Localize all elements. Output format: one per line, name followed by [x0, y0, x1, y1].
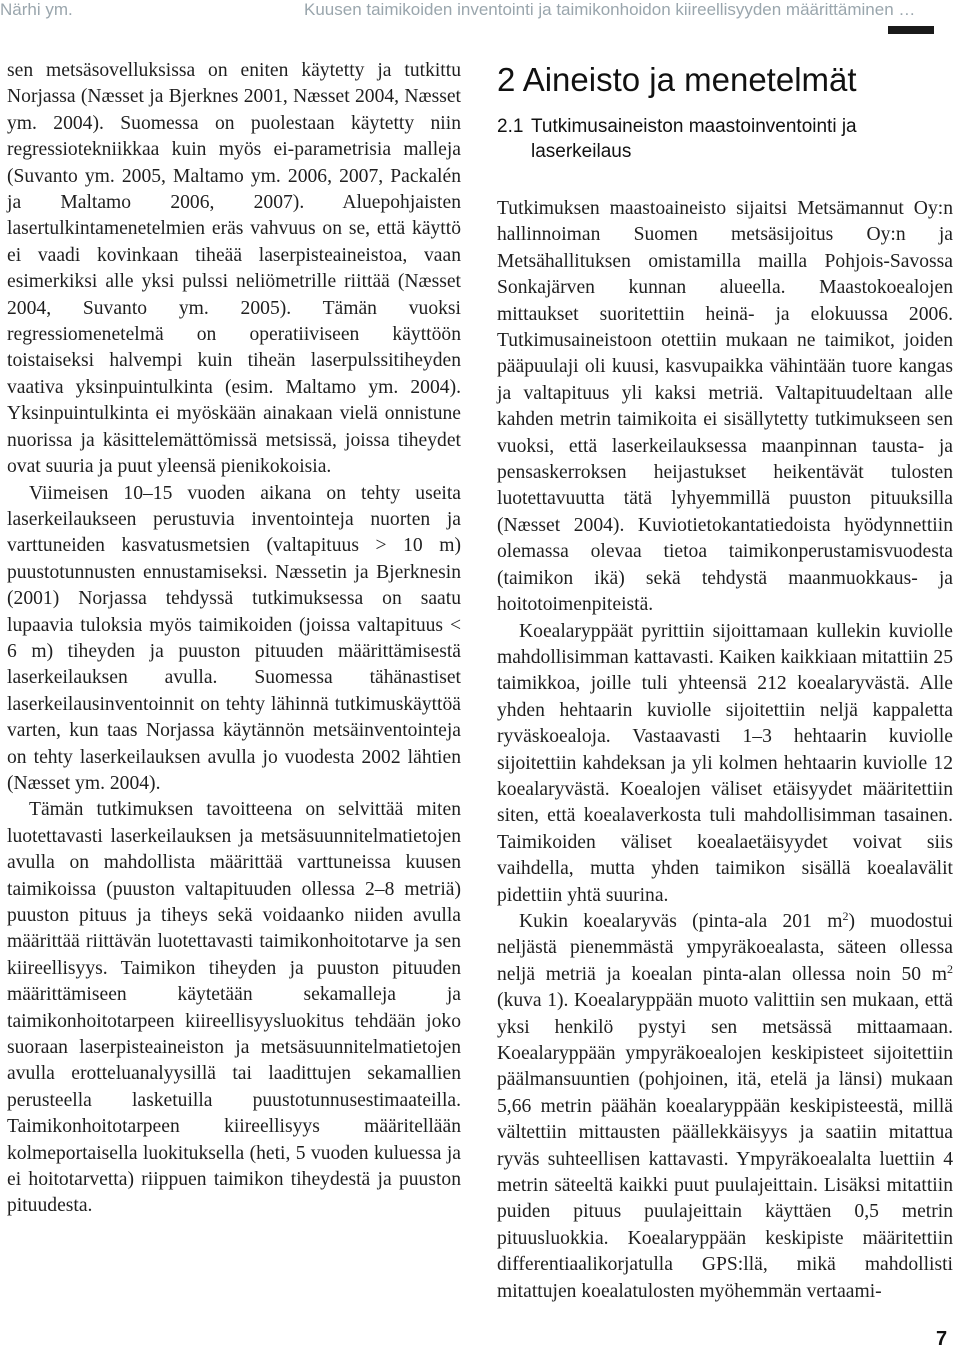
subsection-title: Tutkimusaineiston maastoinventointi ja laserkeilaus [531, 116, 857, 162]
subsection-heading [497, 114, 953, 164]
left-column [7, 58, 461, 1220]
body-paragraph: Tutkimuksen maastoaineisto sijaitsi Metsämannut Oy:n hallinnoiman Suomen metsäsijoitus Oy:n ja Metsähallituksen omistamilla mailla Pohjois-Savossa Sonkajärven kunnan alueella. Maastokoealojen mittaukset suoritettiin heinä- ja elokuussa 2006. Tutkimusaineistoon otettiin mukaan ne taimikot, joiden pääpuulaji oli kuusi, kasvupaikka vähintään tuore kangas ja valtapituus yli kaksi metriä. Valtapituudeltaan alle kahden metrin taimikoita ei sisällytetty tutkimukseen sen vuoksi, että laserkeilauksessa maanpinnan tausta- ja pensaskerroksen heijastukset heikentävät tulosten luotettavuutta tätä lyhyemmillä puuston pituuksilla (Næsset 2004). Kuviotietokantatiedoista hyödynnettiin olemassa olevaa tietoa taimikonperustamisvuodesta (taimikon ikä) sekä tehdystä maanmuokkaus- ja hoitotoimenpiteistä. [497, 198, 953, 616]
superscript: 2 [947, 961, 953, 976]
body-paragraph: Koealaryppäät pyrittiin sijoittamaan kullekin kuviolle mahdollisimman kattavasti. Kaiken kaikkiaan mitattiin 25 taimikkoa, joille tuli yhteensä 212 koealaryvästä. Alle yhden hehtaarin kuviolle sijoitettiin neljä kappaletta ryväskoealoja. Vastaavasti 1–3 hehtaarin kuviolle sijoitettiin kahdeksan ja yli kolmen hehtaarin kuviolle 12 koealaryvästä. Koealojen väliset etäisyydet määritettiin siten, että koealaverkosta tuli mahdollisimman tasainen. Taimikoiden väliset koealaetäisyydet voivat siis vaihdella, mutta yhden taimikon sisällä koealavälit pidettiin yhtä suurina. [497, 620, 953, 906]
body-paragraph [497, 909, 953, 1305]
running-head-author: Närhi ym. [0, 0, 73, 19]
body-paragraph: Viimeisen 10–15 vuoden aikana on tehty useita laserkeilaukseen perustuvia inventointeja nuorten ja varttuneiden kasvatusmetsien (valtapituus > 10 m) puustotunnusten ennustamiseksi. Næssetin ja Bjerknesin (2001) Norjassa tehdyssä tutkimuksessa on saatu lupaavia tuloksia myös taimikoiden (joissa valtapituus < 6 m) tiheyden ja puuston pituuden määrittämisestä laserkeilauksen avulla. Suomessa tähänastiset laserkeilausinventoinnit on tehty lähinnä tutkimuskäyttöä varten, kun taas Norjassa käytännön metsäinventointeja on tehty laserkeilauksen avulla jo vuodesta 2002 lähtien (Næsset ym. 2004). [7, 482, 461, 794]
section-heading: 2 Aineisto ja menetelmät [497, 61, 857, 98]
text-segment: ) muodostui neljästä pienemmästä ympyräkoealasta, säteen ollessa neljä metriä ja koealan pinta-alan ollessa noin 50 m [497, 910, 953, 985]
body-paragraph: Tämän tutkimuksen tavoitteena on selvittää miten luotettavasti laserkeilauksen ja metsäsuunnitelmatietojen avulla on mahdollista määrittää varttuneissa kuusen taimikoissa (puuston valtapituuden ollessa 2–8 metriä) puuston pituus ja tiheys sekä voidaanko niiden avulla määrittää riittävän luotettavasti taimikonhoitotarve ja sen kiireellisyys. Taimikon tiheyden ja puuston pituuden määrittämiseen käytetään sekamalleja ja taimikonhoitotarpeen kiireellisyysluokitus tehdään joko suoraan laserpisteaineiston ja metsäsuunnitelmatietojen avulla erotteluanalyysillä tai laadittujen sekamallien perusteella lasketuilla puustotunnusestimaateilla. Taimikonhoitotarpeen kiireellisyys määritellään kolmeportaisella luokituksella (heti, 5 vuoden kuluessa ja ei hoitotarvetta) riippuen taimikon tiheydestä ja puuston pituudesta. [7, 799, 461, 1217]
right-column [497, 58, 953, 1305]
header-rule-mark [888, 26, 934, 34]
subsection-number: 2.1 [497, 116, 524, 137]
page-number: 7 [936, 1328, 948, 1350]
superscript: 2 [842, 908, 849, 923]
running-head [0, 0, 960, 24]
text-segment: Kukin koealaryväs (pinta-ala 201 m [519, 910, 843, 932]
running-head-title: Kuusen taimikoiden inventointi ja taimikonhoidon kiireellisyyden määrittäminen … [304, 0, 916, 19]
text-segment: (kuva 1). Koealaryppään muoto valittiin sen mukaan, että yksi henkilö pystyi sen metsässä mittaamaan. Koealaryppään ympyräkoealojen keskipisteet sijoitettiin päälmansuuntien (pohjoinen, itä, etelä ja länsi) mukaan 5,66 metrin päähän koealaryppään keskipisteestä, millä vältettiin mittausten päällekkäisyys ja saatiin mitattua ryväs suhteellisen kattavasti. Ympyräkoealalta luettiin 4 metrin säteeltä kaikki puut puulajeittain. Lisäksi mitattiin puiden pituus puulajeittain käyttäen 0,5 metrin pituusluokkia. Koealaryppään keskipiste määritettiin differentiaalikorjatulla GPS:llä, mikä mahdollisti mitattujen koealatulosten myöhemmän vertaami- [497, 990, 953, 1302]
body-paragraph: sen metsäsovelluksissa on eniten käytetty ja tutkittu Norjassa (Næsset ja Bjerknes 2001, Næsset 2004, Næsset ym. 2004). Suomessa on puolestaan käytetty niin regressiotekniikkaa kuin myös ei-parametrisia malleja (Suvanto ym. 2005, Maltamo ym. 2006, 2007, Packalén ja Maltamo 2006, 2007). Aluepohjaisten lasertulkintamenetelmien eräs vahvuus on se, että käyttö ei vaadi kovinkaan tiheää laserpisteaineistoa, vaan esimerkiksi alle yksi pulssi neliömetrille riittää (Næsset 2004, Suvanto ym. 2005). Tämän vuoksi regressiomenetelmä on operatiiviseen käyttöön toistaiseksi halvempi kuin tiheän laserpulssitiheyden vaativa yksinpuintulkinta (esim. Maltamo ym. 2004). Yksinpuintulkinta ei myöskään ainakaan vielä onnistune nuorissa ja käsittelemättömissä metsissä, joissa tiheydet ovat suuria ja puut yleensä pienikokoisia. [7, 60, 461, 478]
